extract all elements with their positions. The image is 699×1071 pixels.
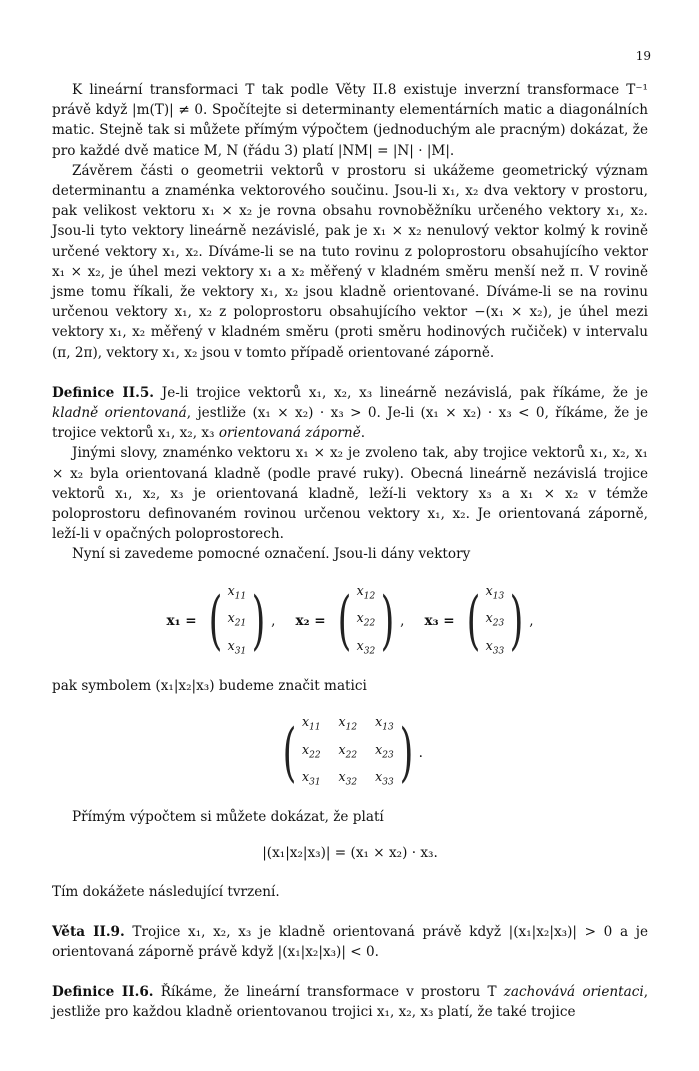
matrix-grid <box>302 712 394 793</box>
left-paren: ( <box>466 584 481 659</box>
theorem-II-9 <box>52 922 648 962</box>
vector-entry: $x_{12}$ <box>356 582 376 602</box>
paragraph-right-hand-rule: Jinými slovy, znaménko vektoru x₁ × x₂ je zvoleno tak, aby trojice vektorů x₁, x₂, x₁ × x₂ byla orientovaná kladně (podle pravé ruky). Obecná lineárně nezávislá trojice vektorů x₁, x₂, x₃ je orientovaná kladně, leží-li vektory x₃ a x₁ × x₂ v témže poloprostoru definovaném rovinou určenou vektory x₁, x₂. Je orientovaná záporně, leží-li v opačných poloprostorech. <box>52 445 648 543</box>
definition-II-5 <box>52 383 648 444</box>
definition-text: . <box>360 425 366 442</box>
theorem-label: Věta II.9. <box>52 923 125 940</box>
column-vector <box>228 581 247 662</box>
paragraph-direct-computation: Přímým výpočtem si můžete dokázat, že platí <box>72 809 384 826</box>
definition-label: Definice II.5. <box>52 384 155 401</box>
definition-text: , jestliže (x₁ × x₂) · x₃ > 0. Je-li (x₁ × x₂) · x₃ < 0, říkáme, že je trojice vektorů x₁, x₂, x₃ <box>52 405 648 442</box>
determinant-equation: |(x₁|x₂|x₃)| = (x₁ × x₂) · x₃. <box>262 845 438 862</box>
separator: , <box>271 613 276 630</box>
matrix-x1-x2-x3 <box>277 712 423 793</box>
separator: . <box>418 744 423 761</box>
vector-entry: $x_{23}$ <box>485 610 505 629</box>
matrix-entry: $x_{11}$ <box>301 714 321 733</box>
separator: , <box>529 613 534 630</box>
vector-entry: $x_{22}$ <box>356 610 376 629</box>
vector-entry: $x_{11}$ <box>227 582 247 602</box>
paragraph-notation-intro: Nyní si zavedeme pomocné označení. Jsou-li dány vektory <box>72 546 471 563</box>
right-paren: ) <box>380 584 395 659</box>
page-content <box>52 80 648 1023</box>
separator: , <box>400 613 405 630</box>
vector-entry: $x_{33}$ <box>485 638 505 657</box>
paragraph-matrix-notation: pak symbolem (x₁|x₂|x₃) budeme značit matici <box>52 677 367 694</box>
definition-label: Definice II.6. <box>52 984 154 1001</box>
definition-text: Říkáme, že lineární transformace v prostoru T <box>160 984 497 1001</box>
matrix-entry: $x_{31}$ <box>301 769 321 788</box>
right-paren: ) <box>509 584 524 659</box>
paragraph-theorem-lead: Tím dokážete následující tvrzení. <box>52 883 280 900</box>
paragraph-geometric-meaning: Závěrem části o geometrii vektorů v prostoru si ukážeme geometrický význam determinantu a znaménka vektorového součinu. Jsou-li x₁, x₂ dva vektory v prostoru, pak velikost vektoru x₁ × x₂ je rovna obsahu rovnoběžníku určeného vektory x₁, x₂. Jsou-li tyto vektory lineárně nezávislé, pak je x₁ × x₂ nenulový vektor kolmý k rovině určené vektory x₁, x₂. Díváme-li se na tuto rovinu z poloprostoru obsahujícího vektor x₁ × x₂, je úhel mezi vektory x₁ a x₂ měřený v kladném směru menší než π. V rovině jsme tomu říkali, že vektory x₁, x₂ jsou kladně orientované. Díváme-li se na rovinu určenou vektory x₁, x₂ z poloprostoru obsahujícího vektor −(x₁ × x₂), je úhel mezi vektory x₁, x₂ měřený v kladném směru (proti směru hodinových ručiček) v intervalu (π, 2π), vektory x₁, x₂ jsou v tomto případě orientované záporně. <box>52 162 648 361</box>
vector-entry: $x_{32}$ <box>356 638 376 657</box>
vector-x3 <box>425 581 534 662</box>
matrix-entry: $x_{13}$ <box>375 714 394 733</box>
vector-label: x₂ = <box>295 613 326 630</box>
paragraph-inverse-transformation: K lineární transformaci T tak podle Věty II.8 existuje inverzní transformace T⁻¹ právě když |m(T)| ≠ 0. Spočítejte si determinanty elementárních matic a diagonálních matic. Stejně tak si můžete přímým výpočtem (jednoduchým ale pracným) dokázat, že pro každé dvě matice M, N (řádu 3) platí |NM| = |N| · |M|. <box>52 82 648 159</box>
right-paren: ) <box>399 715 414 790</box>
theorem-text: Trojice x₁, x₂, x₃ je kladně orientovaná právě když |(x₁|x₂|x₃)| > 0 a je orientovaná záporně právě když |(x₁|x₂|x₃)| < 0. <box>52 923 648 960</box>
term-positive-orientation: kladně orientovaná <box>52 405 187 422</box>
vector-label: x₁ = <box>166 613 197 630</box>
matrix-entry: $x_{12}$ <box>338 714 358 733</box>
matrix-entry: $x_{32}$ <box>338 769 358 788</box>
term-negative-orientation: orientovaná záporně <box>218 425 361 442</box>
left-paren: ( <box>208 584 223 659</box>
page-number: 19 <box>635 49 651 63</box>
right-paren: ) <box>251 584 266 659</box>
definition-II-6 <box>52 982 648 1022</box>
term-preserves-orientation: zachovává orientaci <box>503 984 644 1001</box>
column-vector <box>486 581 505 662</box>
definition-text: , jestliže pro každou kladně orientovanou trojici x₁, x₂, x₃ platí, že také trojice <box>52 984 649 1021</box>
vector-x1 <box>166 581 275 662</box>
vector-entry: $x_{21}$ <box>227 610 247 629</box>
matrix-entry: $x_{23}$ <box>375 741 394 761</box>
matrix-entry: $x_{22}$ <box>301 741 321 761</box>
left-paren: ( <box>337 584 352 659</box>
vector-label: x₃ = <box>424 613 455 630</box>
definition-text: Je-li trojice vektorů x₁, x₂, x₃ lineárně nezávislá, pak říkáme, že je <box>161 384 649 401</box>
column-vector <box>357 581 376 662</box>
matrix-display <box>52 712 648 793</box>
vector-definitions <box>52 581 648 662</box>
vector-x2 <box>295 581 404 662</box>
vector-entry: $x_{13}$ <box>485 582 505 602</box>
vector-entry: $x_{31}$ <box>227 638 247 657</box>
matrix-entry: $x_{22}$ <box>338 741 358 761</box>
left-paren: ( <box>282 715 297 790</box>
matrix-entry: $x_{33}$ <box>375 769 394 788</box>
